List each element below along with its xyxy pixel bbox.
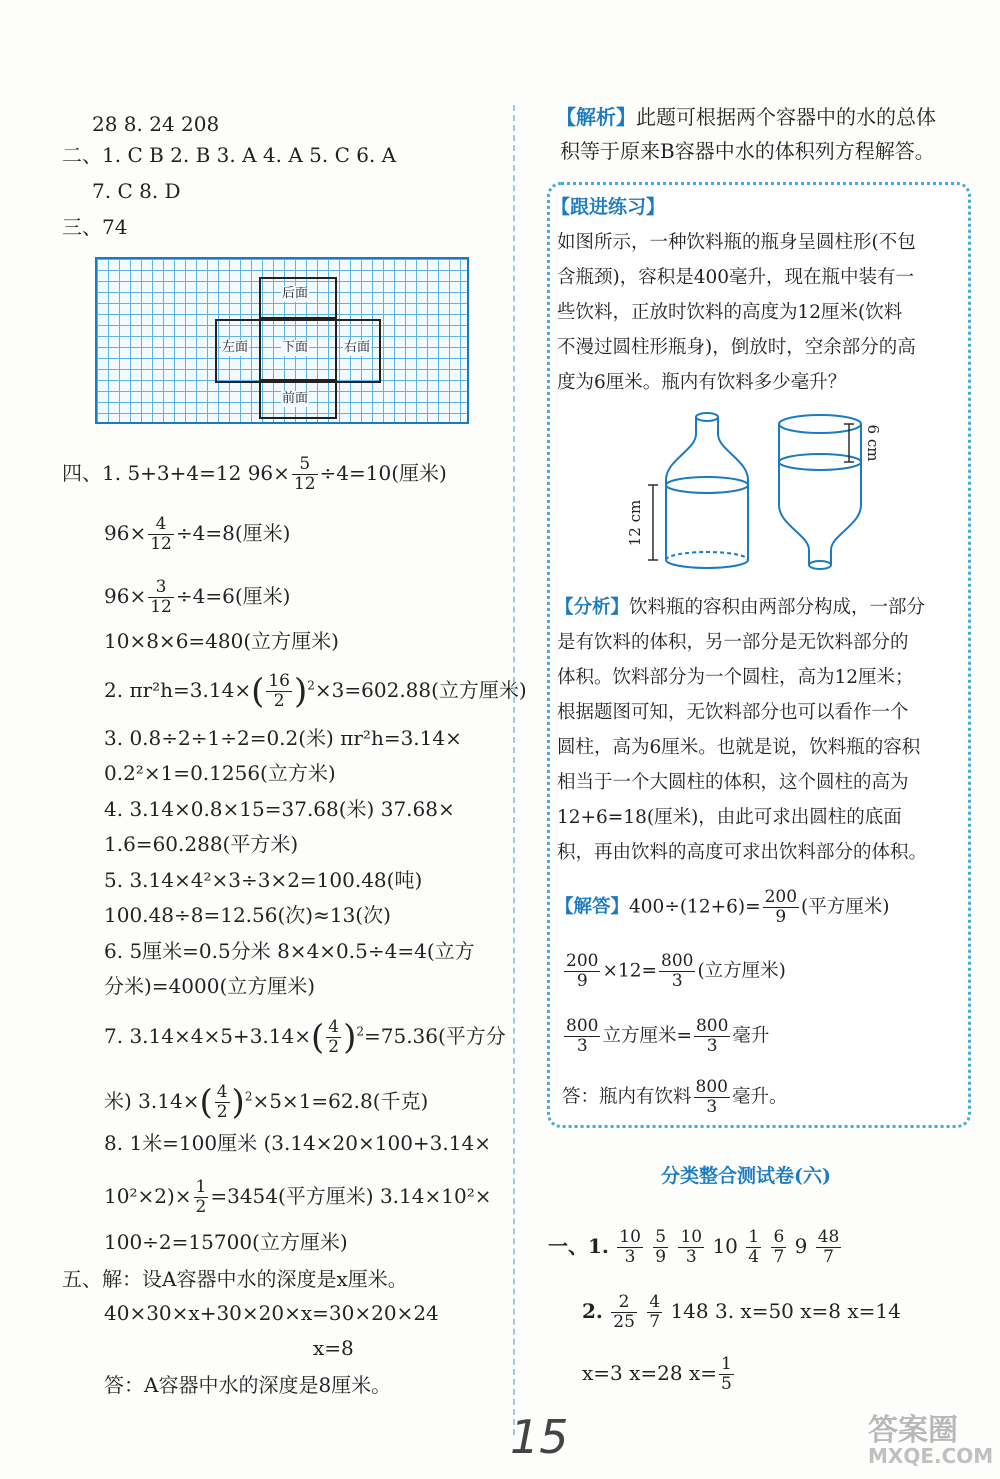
fig-label-6cm: 6 cm (864, 424, 882, 462)
fenxi-line-5: 圆柱，高为6厘米。也就是说，饮料瓶的容积 (557, 737, 921, 758)
line-answer-28: 28 8. 24 208 (92, 112, 220, 136)
line-q4-7b: 米) 3.14×( $\frac{4}{2}$ )$^2$×5×1=62.8(千克) (104, 1082, 429, 1123)
label-bottom: 下面 (282, 340, 309, 355)
page-number: 15 (510, 1410, 569, 1464)
fig-label-12cm: 12 cm (626, 499, 644, 547)
label-back: 后面 (282, 286, 309, 301)
line-section-2: 二、1. C B 2. B 3. A 4. A 5. C 6. A (62, 143, 397, 167)
line-jiexi-1: 【解析】此题可根据两个容器中的水的总体 (556, 105, 936, 129)
frac-4: $\frac{1}{4}$ (748, 1227, 760, 1267)
fenxi-line-1: 【分析】饮料瓶的容积由两部分构成，一部分 (555, 597, 926, 618)
line-q4-2: 2. πr²h=3.14×( $\frac{16}{2}$ )$^2$×3=602.88(立方厘米) (104, 671, 527, 712)
practice-line-3: 些饮料，正放时饮料的高度为12厘米(饮料 (557, 302, 903, 323)
line-q4-5b: 100.48÷8=12.56(次)≈13(次) (104, 903, 391, 927)
practice-line-2: 含瓶颈)，容积是400毫升，现在瓶中装有一 (557, 267, 915, 288)
line-q4-8c: 100÷2=15700(立方厘米) (104, 1230, 348, 1254)
section-title-test-6: 分类整合测试卷(六) (661, 1165, 831, 1187)
fenxi-line-8: 积，再由饮料的高度可求出饮料部分的体积。 (557, 842, 928, 863)
line-q5c: x=8 (313, 1336, 354, 1360)
frac-3: $\frac{10}{3}$ (680, 1227, 703, 1267)
line-q4-8a: 8. 1米=100厘米 (3.14×20×100+3.14× (104, 1131, 491, 1155)
line-q4-1d: 10×8×6=480(立方厘米) (104, 629, 339, 653)
watermark-url: MXQE.COM (868, 1444, 994, 1468)
label-left: 左面 (222, 340, 249, 355)
bottle-figure (620, 410, 890, 578)
line-q4-1c: 96× $\frac{3}{12}$ ÷4=6(厘米) (104, 577, 291, 617)
test6-line-3: x=3 x=28 x= $\frac{1}{5}$ (582, 1354, 732, 1394)
fenxi-line-2: 是有饮料的体积，另一部分是无饮料部分的 (557, 632, 909, 653)
jieda-line-3: $\frac{800}{3}$ 立方厘米= $\frac{800}{3}$ 毫升 (566, 1016, 770, 1056)
line-q4-1b: 96× $\frac{4}{12}$ ÷4=8(厘米) (104, 514, 291, 554)
test6-line-2: 2. $\frac{2}{25}$ $\frac{4}{7}$ 148 3. x=50 x=8 x=14 (582, 1292, 901, 1332)
frac-2: $\frac{5}{9}$ (655, 1227, 667, 1267)
line-q4-5a: 5. 3.14×4²×3÷3×2=100.48(吨) (104, 868, 423, 892)
label-right: 右面 (344, 340, 371, 355)
jieda-line-4: 答：瓶内有饮料 $\frac{800}{3}$ 毫升。 (562, 1077, 788, 1117)
fenxi-line-6: 相当于一个大圆柱的体积，这个圆柱的高为 (557, 772, 909, 793)
line-q4-1a: 四、1. 5+3+4=12 96× $\frac{5}{12}$ ÷4=10(厘米) (62, 454, 447, 494)
column-divider (513, 105, 515, 1435)
line-q4-8b: 10²×2)× $\frac{1}{2}$ =3454(平方厘米) 3.14×10²× (104, 1177, 492, 1217)
line-q5d: 答：A容器中水的深度是8厘米。 (104, 1373, 392, 1397)
line-q4-6b: 分米)=4000(立方厘米) (104, 974, 316, 998)
line-q4-3a: 3. 0.8÷2÷1÷2=0.2(米) πr²h=3.14× (104, 726, 462, 750)
practice-title: 【跟进练习】 (551, 196, 666, 218)
watermark-logo: 答案圈 (868, 1413, 958, 1448)
frac-5: $\frac{6}{7}$ (773, 1227, 785, 1267)
fenxi-line-3: 体积。饮料部分为一个圆柱，高为12厘米； (557, 667, 914, 688)
label-front: 前面 (282, 391, 309, 406)
line-q5a: 五、解：设A容器中水的深度是x厘米。 (62, 1267, 408, 1291)
line-q5b: 40×30×x+30×20×x=30×20×24 (104, 1301, 439, 1325)
frac-6: $\frac{48}{7}$ (817, 1227, 840, 1267)
line-section-3: 三、74 (62, 215, 128, 239)
test6-line-1: 一、1. $\frac{10}{3}$ $\frac{5}{9}$ $\frac{10}{3}$ 10 $\frac{1}{4}$ $\frac{6}{7}$ 9 $\frac{48}{7}$ (548, 1227, 840, 1267)
line-q4-4b: 1.6=60.288(平方米) (104, 832, 299, 856)
practice-line-1: 如图所示，一种饮料瓶的瓶身呈圆柱形(不包 (557, 232, 916, 253)
frac-1: $\frac{10}{3}$ (619, 1227, 641, 1267)
line-section-2b: 7. C 8. D (92, 179, 181, 203)
jieda-line-1: 【解答】400÷(12+6)= $\frac{200}{9}$ (平方厘米) (555, 887, 890, 927)
fenxi-line-4: 根据题图可知，无饮料部分也可以看作一个 (557, 702, 909, 723)
line-q4-7a: 7. 3.14×4×5+3.14×( $\frac{4}{2}$ )$^2$=75.36(平方分 (104, 1017, 506, 1058)
jieda-line-2: $\frac{200}{9}$ ×12= $\frac{800}{3}$ (立方厘米) (566, 951, 786, 991)
practice-line-5: 度为6厘米。瓶内有饮料多少毫升？ (557, 372, 847, 393)
line-q4-3b: 0.2²×1=0.1256(立方米) (104, 761, 336, 785)
line-q4-6a: 6. 5厘米=0.5分米 8×4×0.5÷4=4(立方 (104, 939, 475, 963)
practice-line-4: 不漫过圆柱形瓶身)，倒放时，空余部分的高 (557, 337, 916, 358)
line-jiexi-2: 积等于原来B容器中水的体积列方程解答。 (560, 139, 935, 163)
line-q4-4a: 4. 3.14×0.8×15=37.68(米) 37.68× (104, 797, 455, 821)
fenxi-line-7: 12+6=18(厘米)，由此可求出圆柱的底面 (557, 807, 902, 828)
unfold-grid-figure (95, 257, 469, 424)
